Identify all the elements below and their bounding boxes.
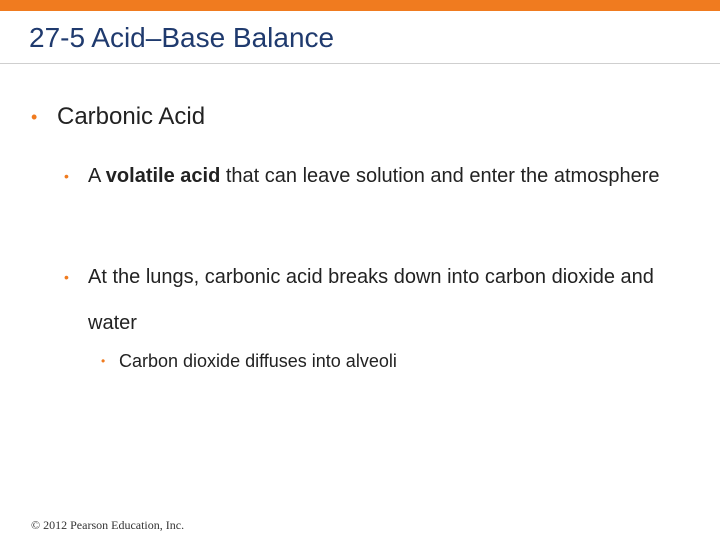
bullet-dot-icon: • xyxy=(64,269,69,285)
bullet-text-bold-term: volatile acid xyxy=(105,165,221,187)
bullet-carbonic-acid xyxy=(31,101,205,133)
bullet-dot-icon: • xyxy=(31,107,38,127)
bullet-text: Carbonic Acid xyxy=(57,103,206,130)
bullet-dot-icon: • xyxy=(64,168,69,184)
bullet-dot-icon: • xyxy=(101,354,106,368)
bullet-lungs xyxy=(64,254,684,346)
bullet-text: At the lungs, carbonic acid breaks down into carbon dioxide and water xyxy=(88,266,654,334)
bullet-co2-diffuses xyxy=(101,347,397,375)
bullet-text-after: that can leave solution and enter the atmosphere xyxy=(220,165,660,187)
copyright-footer: © 2012 Pearson Education, Inc. xyxy=(31,518,185,532)
title-divider xyxy=(0,63,720,64)
top-accent-bar xyxy=(0,0,720,11)
bullet-text-before: A xyxy=(88,165,106,187)
slide-title: 27-5 Acid–Base Balance xyxy=(29,22,335,53)
bullet-volatile-acid xyxy=(64,153,684,199)
bullet-text xyxy=(88,153,659,199)
bullet-text: Carbon dioxide diffuses into alveoli xyxy=(119,351,397,371)
